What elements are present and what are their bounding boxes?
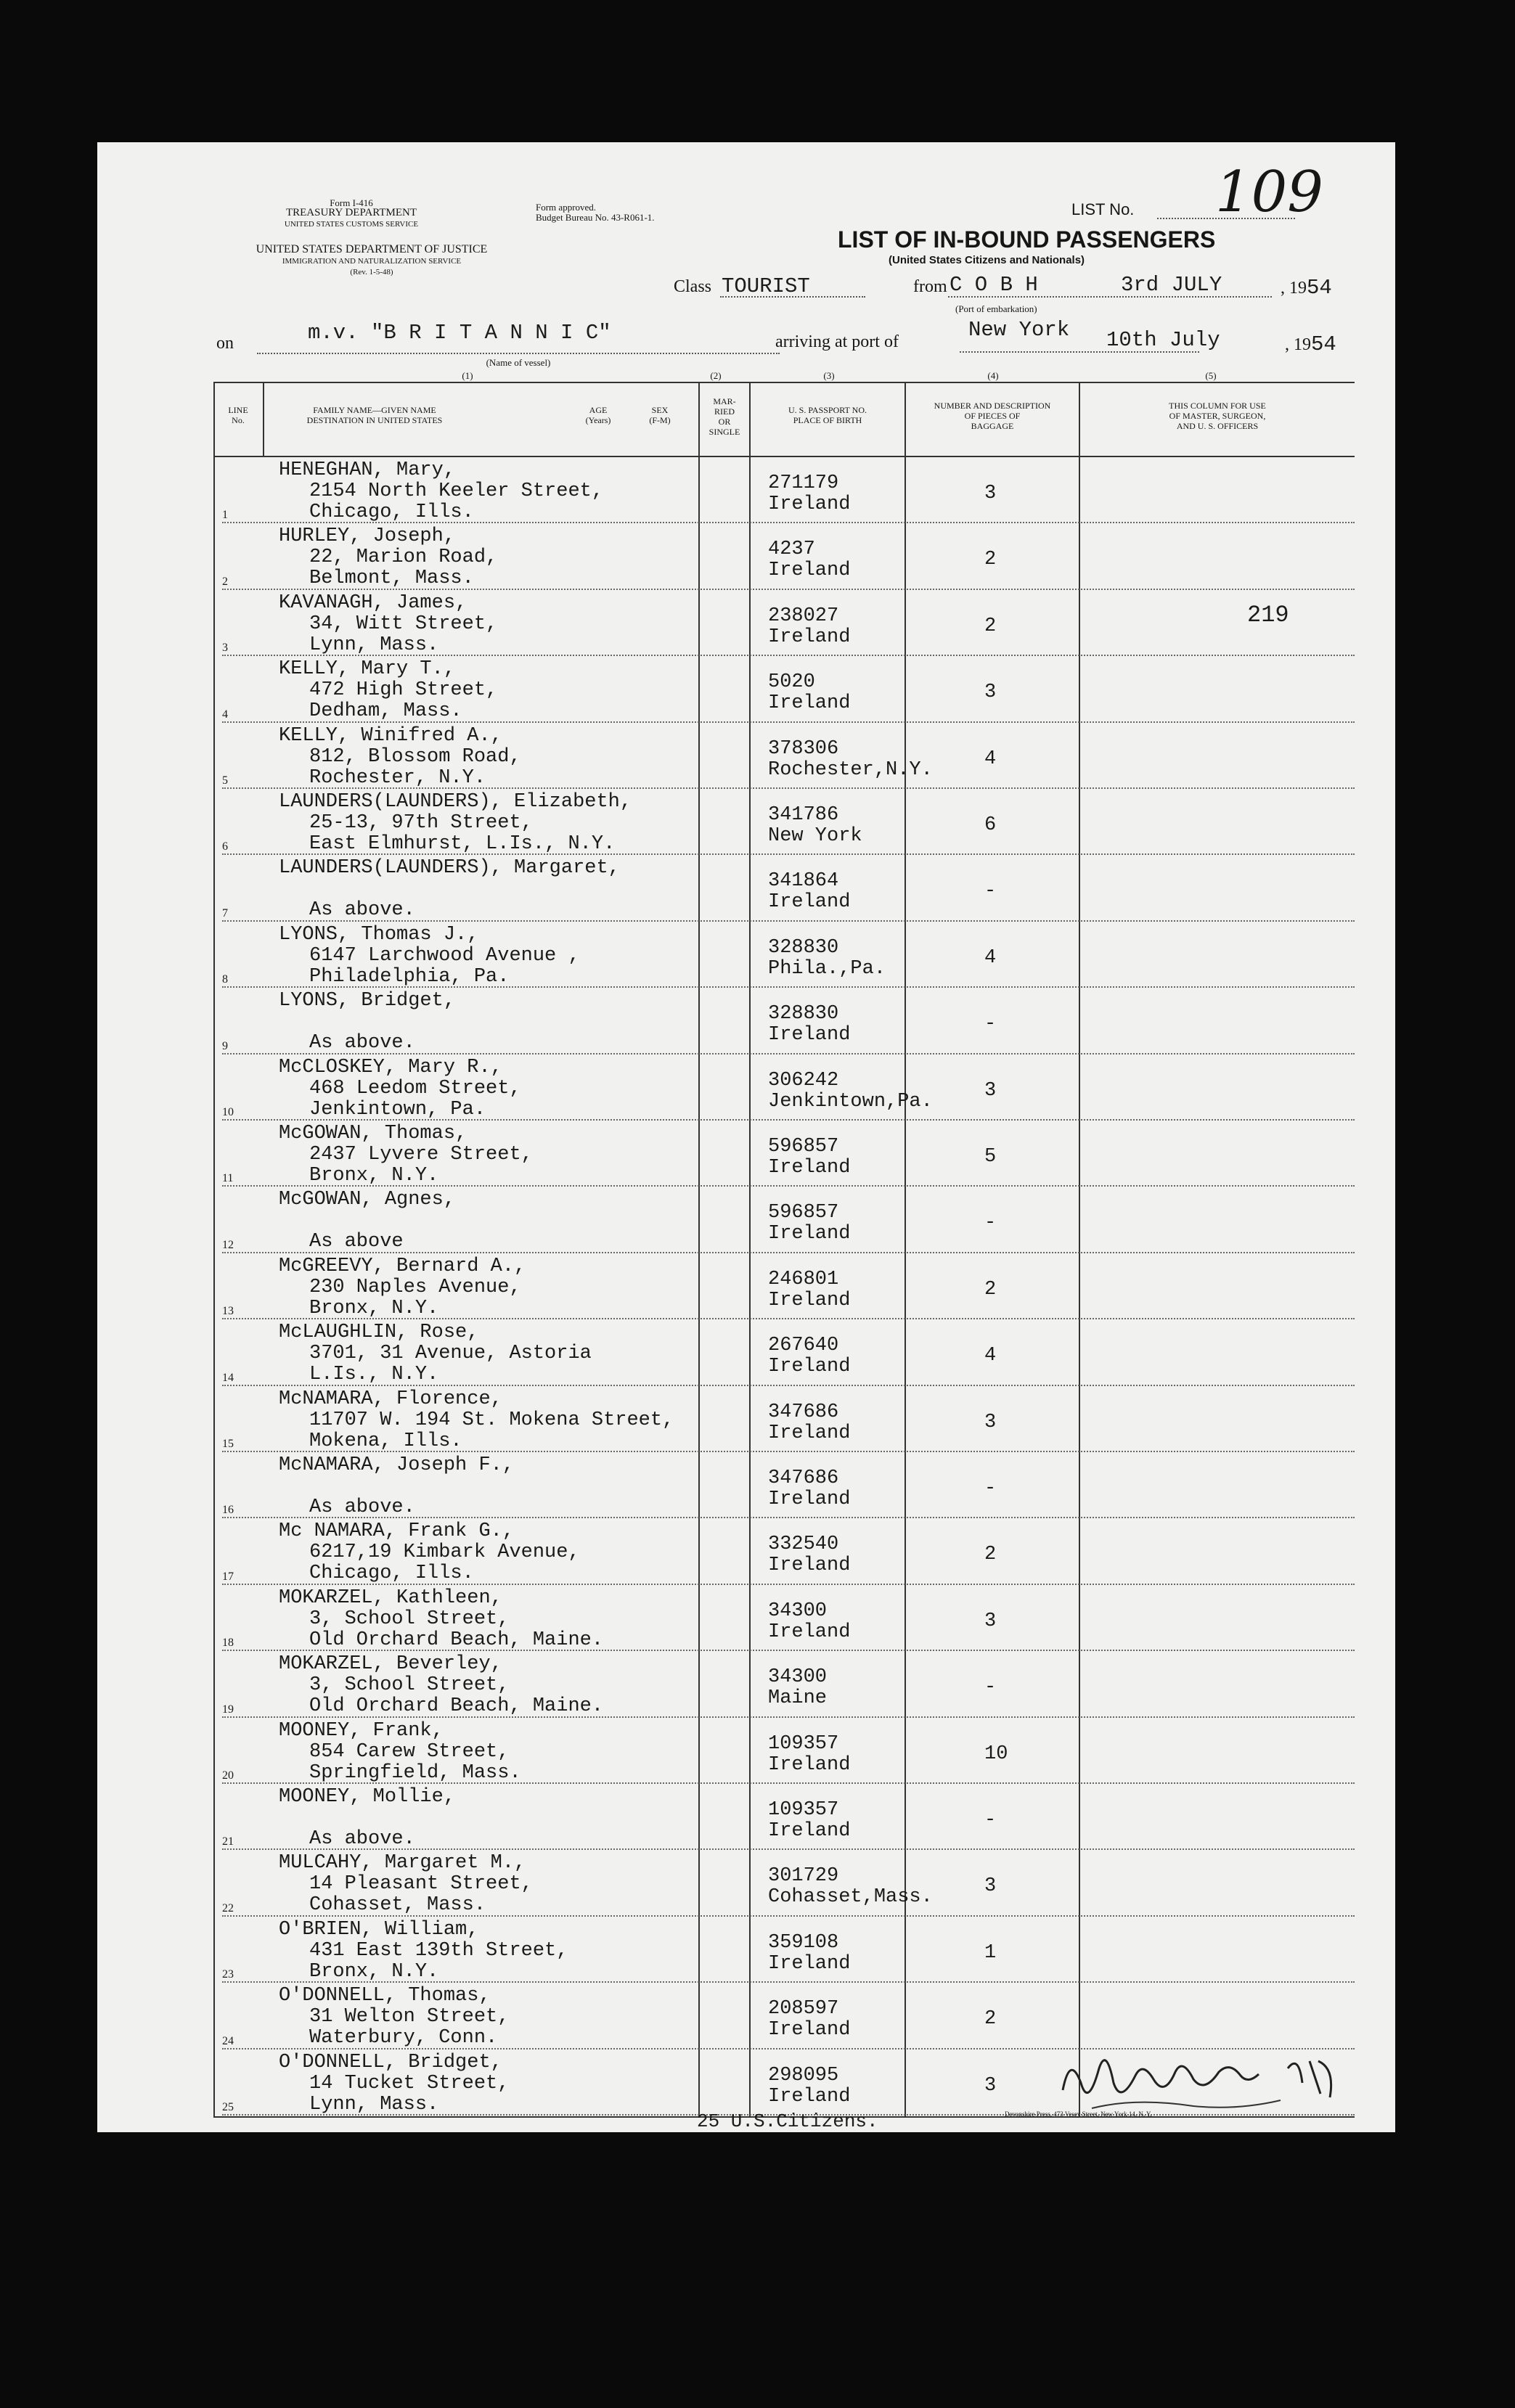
address-city: Philadelphia, Pa. xyxy=(309,965,510,988)
baggage-count: - xyxy=(984,1212,997,1234)
address-street: 25-13, 97th Street, xyxy=(309,812,533,834)
place-of-birth: Ireland xyxy=(768,1621,851,1643)
line-number: 13 xyxy=(222,1305,234,1318)
address-city: L.Is., N.Y. xyxy=(309,1364,439,1386)
address-city: Dedham, Mass. xyxy=(309,700,462,723)
passport-number: 378306 xyxy=(768,737,839,760)
departure-year-value: 54 xyxy=(1307,276,1332,300)
address-city: East Elmhurst, L.Is., N.Y. xyxy=(309,833,616,855)
page-subtitle: (United States Citizens and Nationals) xyxy=(889,254,1085,266)
header-married: MAR- RIED OR SINGLE xyxy=(709,396,740,437)
baggage-count: 4 xyxy=(984,748,997,770)
address-city: Bronx, N.Y. xyxy=(309,1297,439,1319)
year-prefix: , 19 xyxy=(1285,335,1311,354)
form-approved: Form approved. xyxy=(536,202,597,213)
list-number: 109 xyxy=(1215,160,1323,225)
passenger-name: McGREEVY, Bernard A., xyxy=(279,1255,526,1277)
passport-number: 341786 xyxy=(768,804,839,826)
line-number: 14 xyxy=(222,1371,234,1384)
place-of-birth: New York xyxy=(768,825,862,847)
passenger-row xyxy=(97,1784,1395,1850)
passenger-row xyxy=(97,1054,1395,1121)
address-city: As above. xyxy=(309,1032,415,1054)
address-city: Old Orchard Beach, Maine. xyxy=(309,1629,604,1651)
passport-number: 306242 xyxy=(768,1069,839,1092)
address-city: Chicago, Ills. xyxy=(309,1563,474,1585)
passenger-name: LYONS, Thomas J., xyxy=(279,923,479,946)
address-city: Cohasset, Mass. xyxy=(309,1894,486,1917)
line-number: 25 xyxy=(222,2100,234,2113)
passport-number: 298095 xyxy=(768,2064,839,2086)
address-city: Mokena, Ills. xyxy=(309,1430,462,1452)
passenger-name: McNAMARA, Joseph F., xyxy=(279,1454,515,1476)
officer-signature xyxy=(1048,2039,1368,2126)
line-number: 8 xyxy=(222,973,228,986)
baggage-count: 2 xyxy=(984,2008,997,2031)
address-street: 3, School Street, xyxy=(309,1674,510,1697)
address-street: 854 Carew Street, xyxy=(309,1740,510,1763)
passenger-row xyxy=(97,523,1395,589)
address-city: Bronx, N.Y. xyxy=(309,1165,439,1187)
baggage-count: 3 xyxy=(984,1411,997,1433)
passenger-name: McNAMARA, Florence, xyxy=(279,1388,502,1410)
address-city: As above. xyxy=(309,1828,415,1850)
place-of-birth: Ireland xyxy=(768,2085,851,2108)
address-street: 31 Welton Street, xyxy=(309,2006,510,2028)
place-of-birth: Ireland xyxy=(768,1952,851,1975)
address-street: 34, Witt Street, xyxy=(309,613,498,635)
passport-number: 246801 xyxy=(768,1268,839,1290)
place-of-birth: Ireland xyxy=(768,1488,851,1510)
ins-service: IMMIGRATION AND NATURALIZATION SERVICE xyxy=(282,257,462,266)
manifest-sheet xyxy=(97,142,1395,2132)
passenger-name: MOONEY, Mollie, xyxy=(279,1786,456,1808)
officer-note: 219 xyxy=(1247,601,1289,628)
passenger-row xyxy=(97,1319,1395,1385)
place-of-birth: Phila.,Pa. xyxy=(768,957,886,980)
passport-number: 34300 xyxy=(768,1600,828,1622)
place-of-birth: Ireland xyxy=(768,1024,851,1047)
address-city: Lynn, Mass. xyxy=(309,634,439,656)
vessel-line xyxy=(257,353,780,354)
place-of-birth: Ireland xyxy=(768,494,851,515)
col-num-4: (4) xyxy=(987,370,999,381)
passenger-name: O'BRIEN, William, xyxy=(279,1918,479,1941)
passenger-name: HURLEY, Joseph, xyxy=(279,525,456,548)
line-number: 2 xyxy=(222,575,228,588)
address-street: 14 Pleasant Street, xyxy=(309,1873,533,1896)
embark-line xyxy=(948,296,1272,298)
header-sex: SEX (F-M) xyxy=(649,405,671,425)
baggage-count: 5 xyxy=(984,1146,997,1168)
passenger-row xyxy=(97,1718,1395,1784)
place-of-birth: Ireland xyxy=(768,1422,851,1444)
class-value: TOURIST xyxy=(722,274,810,298)
address-street: 812, Blossom Road, xyxy=(309,745,521,768)
arrival-date: 10th July xyxy=(1106,328,1220,352)
baggage-count: - xyxy=(984,1809,997,1831)
baggage-count: 3 xyxy=(984,1079,997,1102)
place-of-birth: Ireland xyxy=(768,1753,851,1776)
passenger-row xyxy=(97,590,1395,656)
passenger-name: LYONS, Bridget, xyxy=(279,990,456,1012)
class-label: Class xyxy=(674,277,712,296)
baggage-count: 1 xyxy=(984,1941,997,1964)
address-city: As above. xyxy=(309,899,415,922)
arrival-year-value: 54 xyxy=(1311,332,1336,356)
passport-number: 267640 xyxy=(768,1335,839,1357)
header-baggage: NUMBER AND DESCRIPTION OF PIECES OF BAGGAGE xyxy=(934,401,1051,431)
address-city: Old Orchard Beach, Maine. xyxy=(309,1695,604,1718)
address-city: Bronx, N.Y. xyxy=(309,1960,439,1983)
header-line-no: LINE No. xyxy=(228,405,248,425)
passenger-name: MULCAHY, Margaret M., xyxy=(279,1852,526,1875)
baggage-count: 6 xyxy=(984,814,997,836)
address-street: 468 Leedom Street, xyxy=(309,1077,521,1099)
place-of-birth: Maine xyxy=(768,1687,828,1710)
address-street: 6217,19 Kimbark Avenue, xyxy=(309,1541,580,1564)
passport-number: 109357 xyxy=(768,1732,839,1755)
passport-number: 328830 xyxy=(768,936,839,959)
baggage-count: 3 xyxy=(984,2074,997,2097)
passenger-name: O'DONNELL, Thomas, xyxy=(279,1985,491,2007)
passenger-row xyxy=(97,723,1395,789)
page-title: LIST OF IN-BOUND PASSENGERS xyxy=(838,226,1216,253)
baggage-count: 2 xyxy=(984,615,997,637)
baggage-count: - xyxy=(984,1478,997,1499)
address-street: 472 High Street, xyxy=(309,679,498,702)
customs-service: UNITED STATES CUSTOMS SERVICE xyxy=(284,220,419,229)
address-city: Jenkintown, Pa. xyxy=(309,1098,486,1121)
col-num-2: (2) xyxy=(710,370,722,381)
passenger-row xyxy=(97,1850,1395,1916)
passenger-row xyxy=(97,1121,1395,1187)
line-number: 5 xyxy=(222,774,228,787)
passport-number: 332540 xyxy=(768,1533,839,1556)
address-city: As above. xyxy=(309,1496,415,1518)
line-number: 10 xyxy=(222,1105,234,1118)
address-street: 3, School Street, xyxy=(309,1608,510,1630)
passenger-name: Mc NAMARA, Frank G., xyxy=(279,1520,515,1543)
baggage-count: 2 xyxy=(984,1278,997,1301)
budget-bureau: Budget Bureau No. 43-R061-1. xyxy=(536,212,655,223)
address-street: 431 East 139th Street, xyxy=(309,1939,568,1962)
baggage-count: 3 xyxy=(984,1875,997,1898)
col-num-5: (5) xyxy=(1205,370,1217,381)
address-street: 2154 North Keeler Street, xyxy=(309,480,604,502)
passport-number: 34300 xyxy=(768,1666,828,1689)
address-street: 6147 Larchwood Avenue , xyxy=(309,944,580,967)
address-city: Lynn, Mass. xyxy=(309,2093,439,2116)
place-of-birth: Cohasset,Mass. xyxy=(768,1886,933,1909)
col-num-3: (3) xyxy=(823,370,835,381)
address-street: 22, Marion Road, xyxy=(309,546,498,569)
line-number: 6 xyxy=(222,840,228,853)
passenger-name: LAUNDERS(LAUNDERS), Margaret, xyxy=(279,857,620,880)
baggage-count: - xyxy=(984,1676,997,1699)
baggage-count: 2 xyxy=(984,549,997,571)
line-number: 18 xyxy=(222,1637,234,1650)
place-of-birth: Jenkintown,Pa. xyxy=(768,1090,933,1113)
baggage-count: 2 xyxy=(984,1544,997,1566)
passenger-row xyxy=(97,789,1395,855)
passenger-name: McCLOSKEY, Mary R., xyxy=(279,1056,502,1078)
address-city: Chicago, Ills. xyxy=(309,501,474,523)
form-number: Form I-416 xyxy=(330,197,373,208)
place-of-birth: Ireland xyxy=(768,560,851,582)
line-number: 15 xyxy=(222,1437,234,1450)
line-number: 12 xyxy=(222,1238,234,1251)
place-of-birth: Ireland xyxy=(768,626,851,648)
passenger-name: MOKARZEL, Beverley, xyxy=(279,1653,502,1676)
passenger-row xyxy=(97,1651,1395,1717)
arriving-label: arriving at port of xyxy=(775,332,899,351)
line-number: 11 xyxy=(222,1172,234,1185)
vessel-caption: (Name of vessel) xyxy=(486,357,551,368)
passenger-name: HENEGHAN, Mary, xyxy=(279,459,456,481)
passenger-name: McGOWAN, Agnes, xyxy=(279,1189,456,1211)
place-of-birth: Ireland xyxy=(768,1157,851,1179)
embark-caption: (Port of embarkation) xyxy=(955,303,1037,314)
passenger-name: MOONEY, Frank, xyxy=(279,1719,444,1742)
address-street: 11707 W. 194 St. Mokena Street, xyxy=(309,1409,674,1431)
passport-number: 109357 xyxy=(768,1799,839,1821)
line-number: 9 xyxy=(222,1039,228,1052)
passport-number: 301729 xyxy=(768,1865,839,1888)
baggage-count: 4 xyxy=(984,946,997,969)
address-city: Rochester, N.Y. xyxy=(309,766,486,789)
treasury-dept: TREASURY DEPARTMENT xyxy=(285,207,417,218)
line-number: 1 xyxy=(222,509,228,522)
passenger-name: McGOWAN, Thomas, xyxy=(279,1123,467,1144)
col-rule xyxy=(263,382,264,456)
address-city: As above xyxy=(309,1231,404,1253)
passport-number: 5020 xyxy=(768,671,815,694)
passenger-name: LAUNDERS(LAUNDERS), Elizabeth, xyxy=(279,791,632,813)
printer-credit: Devonshire Press, 473 Vesey Street, New York 14, N. Y. xyxy=(1005,2110,1152,2118)
line-number: 4 xyxy=(222,708,228,721)
col-num-1: (1) xyxy=(462,370,473,381)
baggage-count: - xyxy=(984,880,997,903)
passport-number: 238027 xyxy=(768,605,839,627)
line-number: 16 xyxy=(222,1504,234,1517)
header-passport: U. S. PASSPORT NO. PLACE OF BIRTH xyxy=(788,405,867,425)
place-of-birth: Ireland xyxy=(768,1356,851,1378)
passenger-row xyxy=(97,1585,1395,1651)
line-number: 20 xyxy=(222,1769,234,1782)
passenger-name: MOKARZEL, Kathleen, xyxy=(279,1586,502,1609)
passenger-row xyxy=(97,1187,1395,1253)
place-of-birth: Ireland xyxy=(768,1820,851,1842)
passenger-name: KELLY, Mary T., xyxy=(279,658,456,681)
line-number: 7 xyxy=(222,906,228,920)
passport-number: 208597 xyxy=(768,1998,839,2020)
departure-date: 3rd JULY xyxy=(1121,273,1222,297)
passenger-row xyxy=(97,922,1395,988)
line-number: 3 xyxy=(222,642,228,655)
header-name: FAMILY NAME—GIVEN NAME DESTINATION IN UNITED STATES xyxy=(306,405,443,425)
embark-port: C O B H xyxy=(950,273,1038,297)
total-citizens: 25 U.S.Citizens. xyxy=(697,2110,878,2132)
passenger-row xyxy=(97,1452,1395,1518)
line-number: 22 xyxy=(222,1901,234,1914)
baggage-count: 4 xyxy=(984,1345,997,1367)
passport-number: 328830 xyxy=(768,1003,839,1025)
address-street: 14 Tucket Street, xyxy=(309,2072,510,2094)
baggage-count: - xyxy=(984,1013,997,1036)
passport-number: 347686 xyxy=(768,1467,839,1489)
address-city: Springfield, Mass. xyxy=(309,1761,521,1784)
passport-number: 271179 xyxy=(768,472,839,494)
line-number: 21 xyxy=(222,1835,234,1848)
passenger-name: KAVANAGH, James, xyxy=(279,591,467,614)
justice-dept: UNITED STATES DEPARTMENT OF JUSTICE xyxy=(256,243,488,255)
on-label: on xyxy=(216,334,234,353)
form-revision: (Rev. 1-5-48) xyxy=(350,268,393,277)
place-of-birth: Rochester,N.Y. xyxy=(768,758,933,781)
place-of-birth: Ireland xyxy=(768,891,851,914)
place-of-birth: Ireland xyxy=(768,1555,851,1577)
passport-number: 341864 xyxy=(768,870,839,893)
passenger-row xyxy=(97,1917,1395,1983)
address-street: 230 Naples Avenue, xyxy=(309,1276,521,1298)
address-street: 3701, 31 Avenue, Astoria xyxy=(309,1343,592,1365)
passenger-name: McLAUGHLIN, Rose, xyxy=(279,1322,479,1344)
passport-number: 596857 xyxy=(768,1136,839,1158)
passport-number: 347686 xyxy=(768,1401,839,1423)
passenger-row xyxy=(97,988,1395,1054)
header-officers: THIS COLUMN FOR USE OF MASTER, SURGEON, AND U. S. OFFICERS xyxy=(1169,401,1266,431)
line-number: 24 xyxy=(222,2034,234,2047)
address-city: Belmont, Mass. xyxy=(309,568,474,590)
passport-number: 596857 xyxy=(768,1202,839,1224)
passenger-row xyxy=(97,1386,1395,1452)
class-line xyxy=(720,296,865,298)
passenger-row xyxy=(97,1253,1395,1319)
place-of-birth: Ireland xyxy=(768,1289,851,1311)
table-top-rule xyxy=(213,382,1355,383)
place-of-birth: Ireland xyxy=(768,1223,851,1245)
passenger-row xyxy=(97,855,1395,921)
passenger-row xyxy=(97,1518,1395,1584)
baggage-count: 3 xyxy=(984,1610,997,1632)
vessel-name: m.v. "B R I T A N N I C" xyxy=(308,321,611,345)
arrival-port: New York xyxy=(968,318,1070,342)
header-age: AGE (Years) xyxy=(585,405,611,425)
passenger-row xyxy=(97,457,1395,523)
passport-number: 4237 xyxy=(768,538,815,561)
baggage-count: 3 xyxy=(984,681,997,704)
passport-number: 359108 xyxy=(768,1931,839,1954)
departure-year xyxy=(1281,276,1332,300)
passenger-name: O'DONNELL, Bridget, xyxy=(279,2051,502,2073)
from-label: from xyxy=(913,277,947,296)
year-prefix: , 19 xyxy=(1281,279,1307,298)
address-street: 2437 Lyvere Street, xyxy=(309,1144,533,1166)
baggage-count: 3 xyxy=(984,483,997,504)
passenger-row xyxy=(97,656,1395,722)
list-number-label: LIST No. xyxy=(1071,200,1135,218)
address-city: Waterbury, Conn. xyxy=(309,2027,498,2049)
arrival-year xyxy=(1285,332,1336,356)
baggage-count: 10 xyxy=(984,1742,1008,1765)
line-number: 17 xyxy=(222,1570,234,1583)
passenger-name: KELLY, Winifred A., xyxy=(279,724,502,747)
line-number: 19 xyxy=(222,1703,234,1716)
line-number: 23 xyxy=(222,1968,234,1981)
place-of-birth: Ireland xyxy=(768,692,851,715)
place-of-birth: Ireland xyxy=(768,2019,851,2042)
